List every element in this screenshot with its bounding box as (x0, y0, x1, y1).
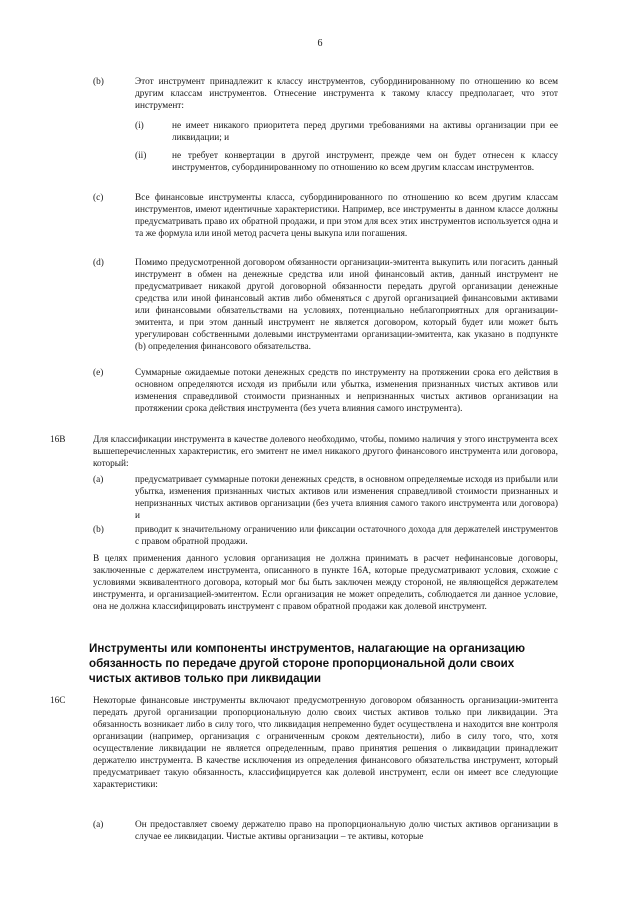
item-label-a: (a) (93, 475, 104, 485)
subitem-label-ii: (ii) (135, 151, 147, 161)
paragraph-text-condition: В целях применения данного условия организация не должна принимать в расчет нефинансовые договоры, заключенные с держателем инструмента, описанного в пункте 16A, которые предусматривают условия, схожие с условиями эквивалентного договора, который мог бы быть заключен между стороной, не являющейся держателем инструмента, и организацией-эмитентом. Если организация не может определить, соблюдается ли данное условие, она не должна классифицировать инструмент с правом обратной продажи как долевой инструмент. (93, 554, 558, 612)
item-text-a2: Он предоставляет своему держателю право на пропорциональную долю чистых активов организации в случае ее ликвидации. Чистые активы организации – те активы, которые (135, 820, 558, 842)
item-text-b2: приводит к значительному ограничению или фиксации остаточного дохода для держателей инструментов с правом обратной продажи. (135, 525, 558, 547)
item-label-b: (b) (93, 77, 104, 87)
item-text-a: предусматривает суммарные потоки денежных средств, в основном определяемые исходя из прибыли или убытка, изменения признанных чистых активов или изменения справедливой стоимости признанных и непризнанных чистых активов организации (без учета влияния самого такого инструмента или договора) и (135, 475, 558, 521)
paragraph-number-16c: 16C (50, 696, 66, 706)
page-number: 6 (317, 38, 323, 49)
subitem-label-i: (i) (135, 121, 144, 131)
item-text-e: Суммарные ожидаемые потоки денежных средств по инструменту на протяжении срока его действия в основном определяются исходя из прибыли или убытка, изменения признанных чистых активов или изменения справедливой стоимости признанных и непризнанных чистых активов организации на протяжении срока действия инструмента (без учета влияния самого инструмента). (135, 368, 558, 414)
paragraph-text-16b: Для классификации инструмента в качестве долевого необходимо, чтобы, помимо наличия у этого инструмента всех вышеперечисленных характеристик, его эмитент не имел никакого другого финансового инструмента или договора, который: (93, 435, 558, 469)
item-label-c: (c) (93, 193, 104, 203)
item-label-e: (e) (93, 368, 104, 378)
item-text-b: Этот инструмент принадлежит к классу инструментов, субординированному по отношению ко всем другим классам инструментов. Отнесение инструмента к такому классу предполагает, что этот инструмент: (135, 77, 558, 111)
subitem-text-ii: не требует конвертации в другой инструмент, прежде чем он будет отнесен к классу инструментов, субординированному по отношению ко всем другим классам инструментов. (172, 151, 558, 173)
section-heading: Инструменты или компоненты инструментов, налагающие на организацию обязанность по передаче другой стороне пропорциональной доли своих чистых активов только при ликвидации (89, 642, 526, 685)
item-label-a2: (a) (93, 820, 104, 830)
item-label-b2: (b) (93, 525, 104, 535)
paragraph-text-16c: Некоторые финансовые инструменты включают предусмотренную договором обязанность организации-эмитента передать другой организации пропорциональную долю своих чистых активов только при ликвидации. Эта обязанность возникает либо в силу того, что ликвидация непременно будет осуществлена и находится вне контроля организации (например, организация с ограниченным сроком деятельности), либо в силу того, что, хотя осуществление ликвидации не является определенным, право принятия решения о ликвидации принадлежит держателю инструмента. В качестве исключения из определения финансового обязательства инструмент, который предусматривает такую обязанность, классифицируется как долевой инструмент, если он имеет все следующие характеристики: (93, 696, 558, 790)
paragraph-number-16b: 16B (50, 435, 66, 445)
subitem-text-i: не имеет никакого приоритета перед другими требованиями на активы организации при ее ликвидации; и (172, 121, 558, 143)
item-text-c: Все финансовые инструменты класса, субординированного по отношению ко всем другим классам инструментов, имеют идентичные характеристики. Например, все инструменты в данном классе должны предусматривать право их обратной продажи, и при этом для всех этих инструментов используется одна и та же формула или иной метод расчета цены выкупа или погашения. (135, 193, 558, 239)
item-label-d: (d) (93, 258, 104, 268)
item-text-d: Помимо предусмотренной договором обязанности организации-эмитента выкупить или погасить данный инструмент в обмен на денежные средства или иной финансовый актив, данный инструмент не предусматривает никакой другой договорной обязанности передать другой организации денежные средства или иной финансовый актив либо обменяться с другой организацией финансовыми активами или финансовыми обязательствами на условиях, потенциально неблагоприятных для организации-эмитента, и при этом данный инструмент не является договором, который будет или может быть урегулирован собственными долевыми инструментами организации-эмитента, как указано в подпункте (b) определения финансового обязательства. (135, 258, 558, 352)
